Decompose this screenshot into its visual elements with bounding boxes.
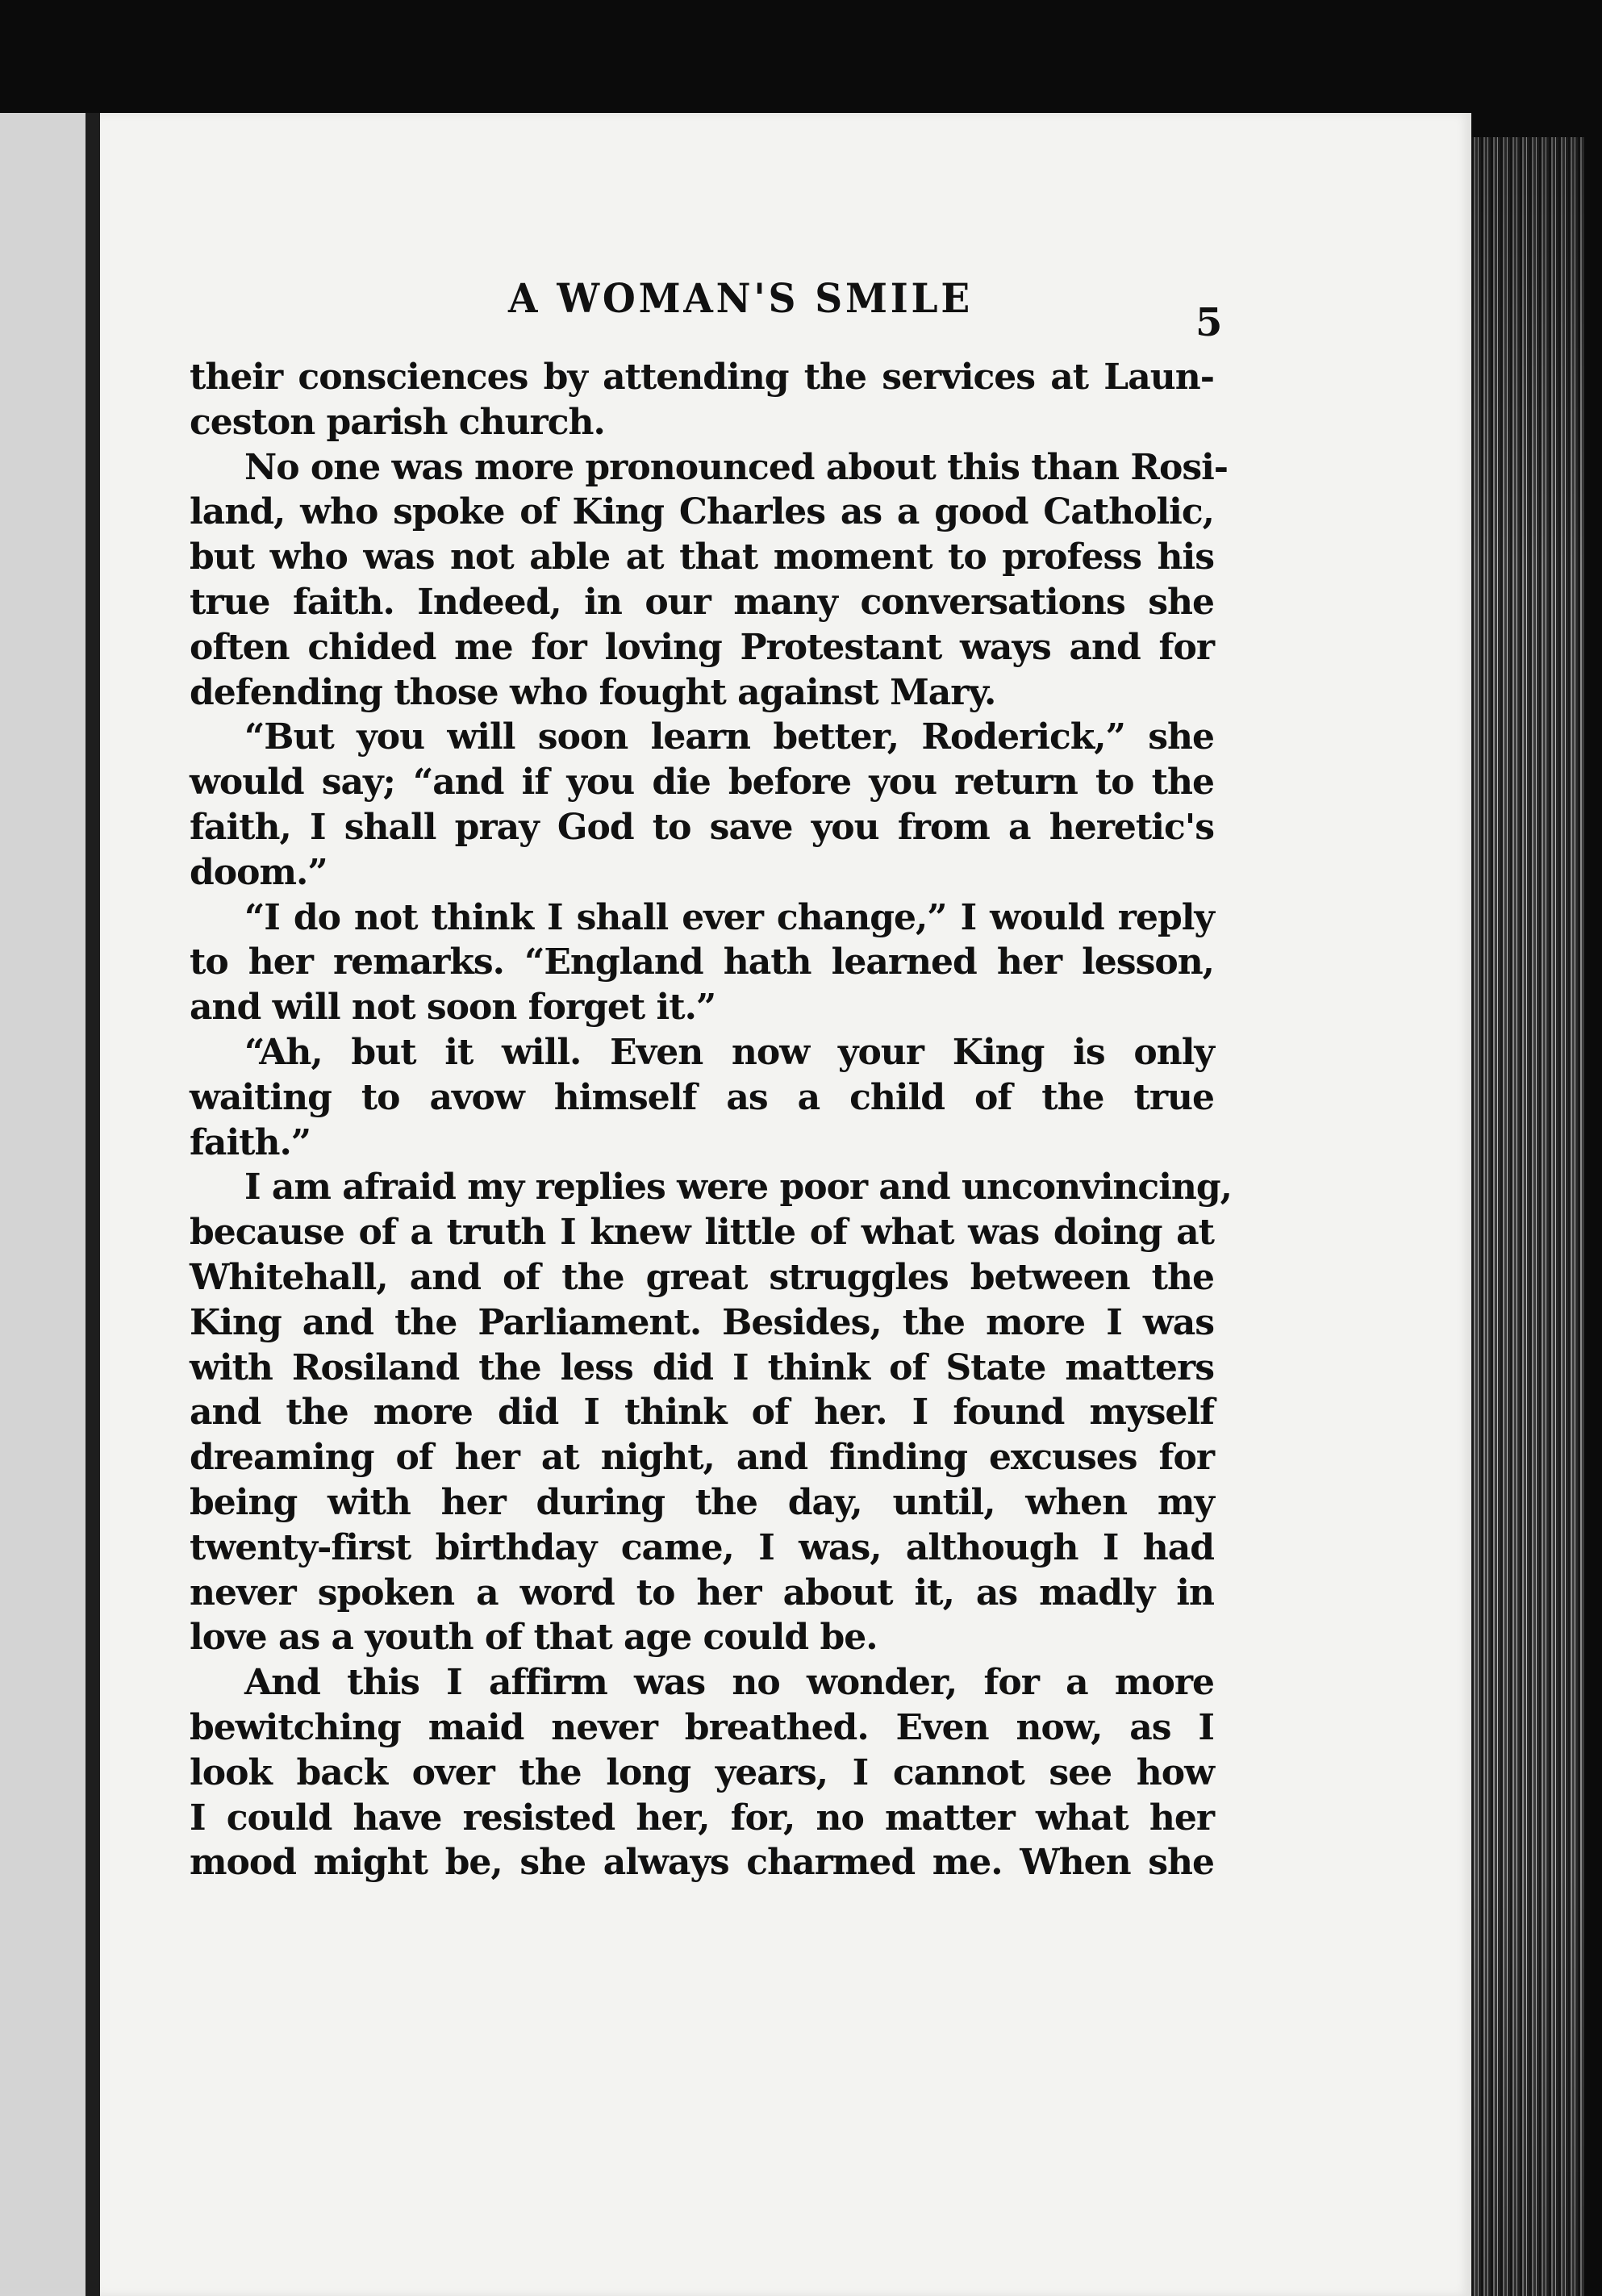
paragraph bbox=[190, 1165, 1232, 1660]
text-line: look back over the long years, I cannot see how bbox=[190, 1751, 1214, 1793]
paragraph bbox=[190, 355, 1214, 445]
page-edges-shade bbox=[1471, 137, 1584, 2296]
paragraph bbox=[190, 1030, 1214, 1165]
text-line: with Rosiland the less did I think of State matters bbox=[190, 1346, 1214, 1388]
book-binding-edge bbox=[86, 113, 100, 2296]
text-line: Whitehall, and of the great struggles between the bbox=[190, 1256, 1214, 1298]
paragraph bbox=[190, 895, 1214, 1030]
text-line: faith, I shall pray God to save you from a heretic's bbox=[190, 806, 1214, 848]
text-line: twenty-first birthday came, I was, although I had bbox=[190, 1526, 1214, 1568]
text-line: being with her during the day, until, when my bbox=[190, 1481, 1214, 1523]
text-line: “Ah, but it will. Even now your King is only bbox=[244, 1031, 1214, 1073]
text-line: faith.” bbox=[190, 1121, 311, 1163]
text-line: often chided me for loving Protestant ways and for bbox=[190, 626, 1214, 668]
text-line: bewitching maid never breathed. Even now, as I bbox=[190, 1706, 1214, 1748]
text-line: I could have resisted her, for, no matter what her bbox=[190, 1797, 1214, 1839]
text-line: “But you will soon learn better, Roderick,” she bbox=[244, 716, 1214, 758]
text-line: King and the Parliament. Besides, the more I was bbox=[190, 1301, 1214, 1343]
paragraph bbox=[190, 1660, 1214, 1885]
text-line: dreaming of her at night, and finding excuses for bbox=[190, 1437, 1214, 1479]
text-line: true faith. Indeed, in our many conversations she bbox=[190, 581, 1214, 623]
page-number: 5 bbox=[1195, 300, 1223, 345]
text-line: mood might be, she always charmed me. When she bbox=[190, 1842, 1214, 1884]
text-line: would say; “and if you die before you return to the bbox=[190, 762, 1214, 804]
text-line: No one was more pronounced about this than Rosi- bbox=[244, 446, 1229, 488]
text-line: love as a youth of that age could be. bbox=[190, 1617, 878, 1659]
text-line: “I do not think I shall ever change,” I would reply bbox=[244, 896, 1214, 938]
text-line: to her remarks. “England hath learned her lesson, bbox=[190, 941, 1214, 983]
text-line: but who was not able at that moment to profess his bbox=[190, 536, 1214, 578]
text-line: land, who spoke of King Charles as a good Catholic, bbox=[190, 491, 1214, 533]
text-line: their consciences by attending the services at Laun- bbox=[190, 357, 1214, 398]
text-line: never spoken a word to her about it, as madly in bbox=[190, 1572, 1214, 1613]
text-line: because of a truth I knew little of what was doing at bbox=[190, 1212, 1214, 1254]
text-line: and will not soon forget it.” bbox=[190, 987, 716, 1029]
text-line: and the more did I think of her. I found myself bbox=[190, 1392, 1214, 1434]
text-line: I am afraid my replies were poor and unconvincing, bbox=[244, 1167, 1232, 1209]
text-line: defending those who fought against Mary. bbox=[190, 671, 996, 713]
left-page-margin bbox=[0, 113, 95, 2296]
text-line: And this I affirm was no wonder, for a more bbox=[244, 1662, 1214, 1704]
text-line: ceston parish church. bbox=[190, 401, 605, 443]
running-title: A WOMAN'S SMILE bbox=[508, 274, 973, 322]
paragraph bbox=[190, 715, 1214, 895]
body-text bbox=[190, 355, 1232, 1885]
paragraph bbox=[190, 445, 1229, 716]
text-line: doom.” bbox=[190, 851, 327, 893]
text-line: waiting to avow himself as a child of the true bbox=[190, 1076, 1214, 1118]
